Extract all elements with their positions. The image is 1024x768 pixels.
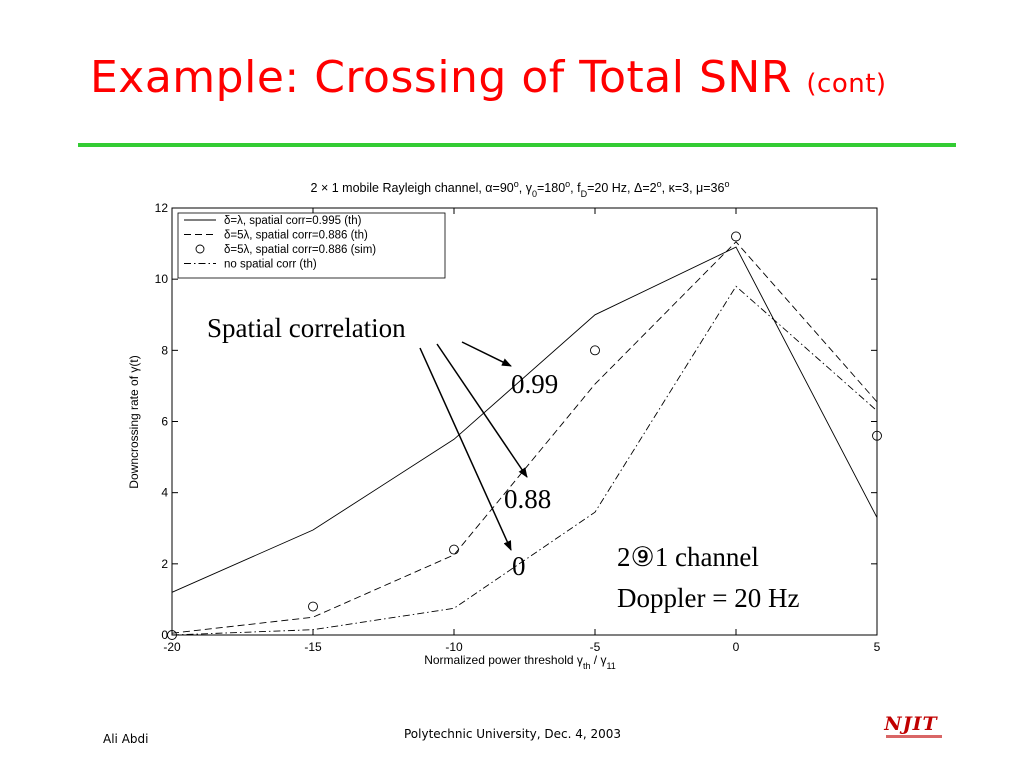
njit-logo	[878, 713, 944, 738]
y-tick-label: 4	[161, 485, 168, 500]
slide-title-main: Example: Crossing of Total SNR	[90, 52, 792, 103]
legend-label-4: no spatial corr (th)	[224, 258, 317, 271]
arrow-to-0	[420, 348, 511, 550]
chart-legend	[178, 213, 445, 278]
x-tick-label: -20	[163, 640, 181, 654]
annotation-doppler: Doppler = 20 Hz	[617, 583, 800, 613]
series-1-line	[172, 247, 877, 592]
chart-title: 2 × 1 mobile Rayleigh channel, $\alpha=90^o$, $\gamma_0=180^o$, $f_D=20$ Hz, $\Delta=2^o$, κ=3, $\mu=36^o$	[310, 179, 730, 199]
y-tick-label: 8	[161, 343, 168, 358]
y-tick-label: 0	[161, 628, 168, 642]
y-axis-label: Downcrossing rate of γ(t)	[127, 355, 141, 489]
arrow-to-099	[462, 342, 511, 366]
y-tick-label: 10	[154, 272, 168, 287]
annotation-layer	[207, 313, 799, 613]
y-tick-label: 12	[154, 201, 168, 215]
annotation-value-099: 0.99	[511, 369, 559, 399]
slide-title-suffix: (cont)	[806, 69, 887, 99]
legend-label-2: δ=5λ, spatial corr=0.886 (th)	[224, 229, 368, 242]
footer-venue: Polytechnic University, Dec. 4, 2003	[404, 727, 622, 741]
y-tick-label: 6	[161, 414, 168, 429]
legend-label-3: δ=5λ, spatial corr=0.886 (sim)	[224, 244, 377, 256]
x-tick-label: -10	[445, 640, 463, 654]
series-3-point	[309, 602, 318, 611]
x-tick-label: 5	[873, 640, 881, 654]
logo-underline	[886, 735, 942, 738]
series-3-point	[450, 545, 459, 554]
arrow-to-088	[437, 344, 527, 477]
x-tick-label: -15	[304, 640, 322, 654]
series-3-point	[732, 232, 741, 241]
x-tick-label: -5	[589, 640, 601, 654]
annotation-spatial-correlation: Spatial correlation	[207, 313, 406, 343]
x-tick-label: 0	[732, 640, 740, 654]
logo-text: NJIT	[884, 713, 938, 735]
annotation-value-088: 0.88	[504, 484, 552, 514]
legend-label-1: δ=λ, spatial corr=0.995 (th)	[224, 215, 362, 227]
footer-author: Ali Abdi	[103, 732, 149, 746]
annotation-value-0: 0	[512, 551, 526, 581]
series-3-point	[591, 346, 600, 355]
annotation-channel: 2⑨1 channel	[617, 542, 759, 572]
y-tick-label: 2	[161, 556, 168, 571]
x-axis-label: Normalized power threshold $\gamma_{th} / \gamma_{11}$	[424, 653, 616, 671]
